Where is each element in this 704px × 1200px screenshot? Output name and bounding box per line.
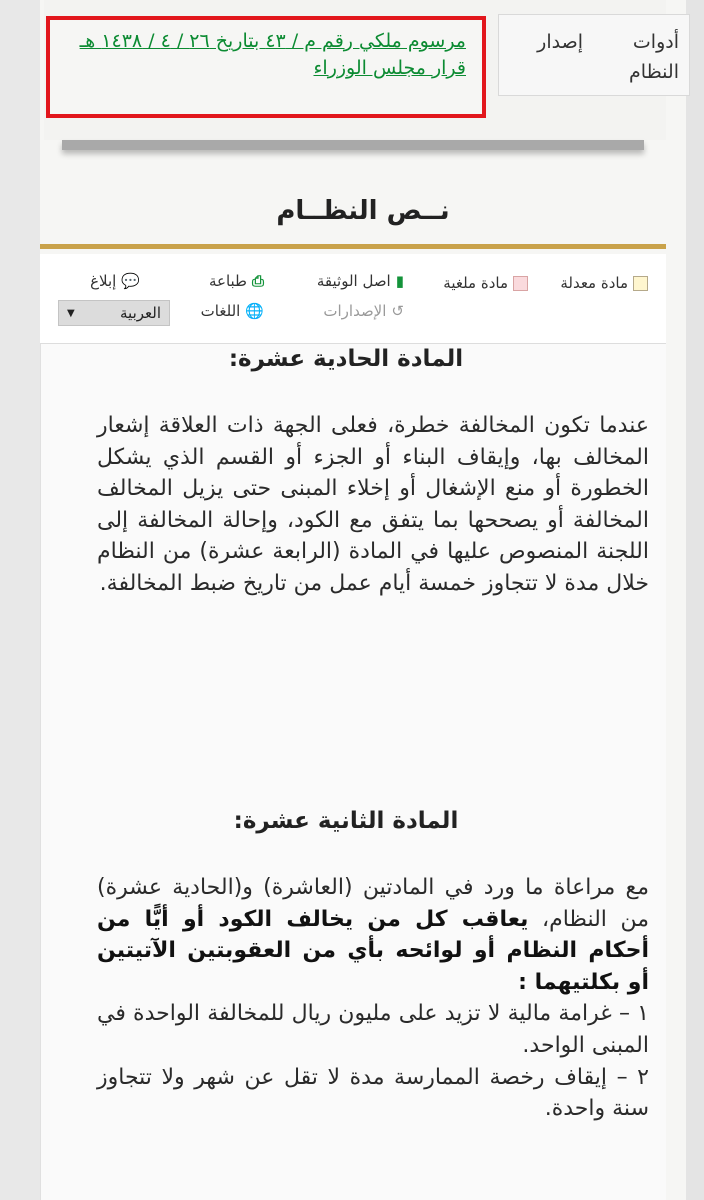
penalty-item-2: ٢ – إيقاف رخصة الممارسة مدة لا تقل عن شهر ولا تتجاوز سنة واحدة. xyxy=(97,1064,649,1122)
article-12-body xyxy=(97,872,649,1125)
comments-icon: 💬 xyxy=(121,272,140,290)
system-tools-row xyxy=(498,14,690,96)
original-document-button[interactable] xyxy=(317,272,404,290)
globe-icon: 🌐 xyxy=(245,302,264,320)
legend-cancelled xyxy=(443,274,528,292)
versions-button[interactable] xyxy=(323,302,404,320)
issue-label: إصدار xyxy=(537,31,583,53)
chevron-down-icon: ▼ xyxy=(67,307,75,319)
report-button[interactable] xyxy=(90,272,140,290)
article-12-penalty: يعاقب كل من يخالف الكود أو أيًّا من أحكام النظام أو لوائحه بأي من العقوبتين الآتيتين أو بكلتيهما : xyxy=(97,906,649,995)
system-content xyxy=(40,344,666,1200)
legend-modified xyxy=(560,274,648,292)
file-icon: ▮ xyxy=(395,272,404,290)
title-underline xyxy=(40,244,666,249)
printer-icon: ⎙ xyxy=(251,272,264,290)
print-label: طباعة xyxy=(208,272,247,290)
section-divider xyxy=(62,140,644,150)
royal-decree-link[interactable]: مرسوم ملكي رقم م / ٤٣ بتاريخ ٢٦ / ٤ / ١٤٣٨ هـ xyxy=(79,30,466,52)
cancelled-swatch xyxy=(513,276,528,291)
versions-label: الإصدارات xyxy=(323,302,387,320)
report-label: إبلاغ xyxy=(90,272,117,290)
language-select[interactable] xyxy=(58,300,170,326)
modified-swatch xyxy=(633,276,648,291)
languages-label: اللغات xyxy=(200,302,241,320)
right-scroll-strip xyxy=(686,0,704,1200)
system-tools-label: أدوات النظام xyxy=(629,31,679,83)
article-11-body: عندما تكون المخالفة خطرة، فعلى الجهة ذات العلاقة إشعار المخالف بها، وإيقاف البناء أو الجزء أو القسم الذي يشكل الخطورة أو منع الإشغال أو إخلاء المبنى حتى يزيل المخالف المخالفة أو يصححها بما يتفق مع الكود، وإحالة المخالفة إلى اللجنة المنصوص عليها في المادة (الرابعة عشرة) من النظام خلال مدة لا تتجاوز خمسة أيام عمل من تاريخ ضبط المخالفة. xyxy=(97,413,649,596)
original-document-label: اصل الوثيقة xyxy=(316,272,391,290)
council-decision-link[interactable]: قرار مجلس الوزراء xyxy=(313,57,466,79)
article-12-heading: المادة الثانية عشرة: xyxy=(233,808,459,834)
penalty-item-1: ١ – غرامة مالية لا تزيد على مليون ريال للمخالفة الواحدة في المبنى الواحد. xyxy=(97,1001,649,1058)
legend-modified-label: مادة معدلة xyxy=(560,274,628,292)
language-selected: العربية xyxy=(120,304,161,322)
article-12-intro: مع مراعاة ما ورد في المادتين (العاشرة) و(الحادية عشرة) من النظام، xyxy=(97,875,650,932)
system-text-title: نــص النظــام xyxy=(276,196,450,226)
article-11-heading: المادة الحادية عشرة: xyxy=(228,346,464,372)
document-toolbar xyxy=(40,254,666,344)
issue-links-box xyxy=(46,16,486,118)
left-margin xyxy=(0,0,40,1200)
languages-label-group xyxy=(201,302,264,320)
print-button[interactable] xyxy=(209,272,264,290)
history-icon: ↺ xyxy=(391,302,404,320)
legend-cancelled-label: مادة ملغية xyxy=(443,274,508,292)
